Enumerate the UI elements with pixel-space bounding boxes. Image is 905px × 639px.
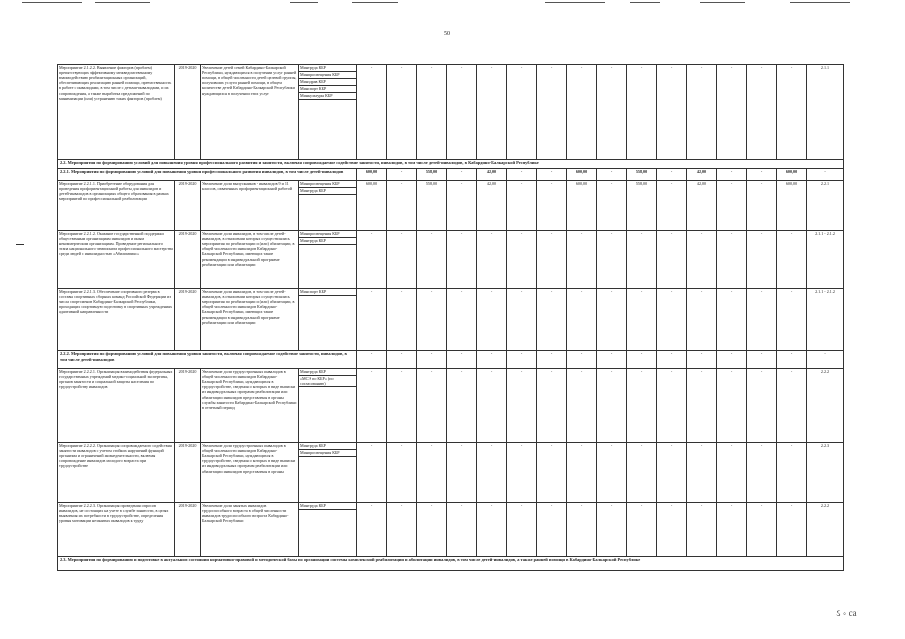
measure-name: Мероприятие 2.1.2.2. Выявление факторов (проблем) препятствующих эффективному межведомственному взаимодействию реабилитационных организаций, обеспечивающих реализацию ранней помощи, преемственность в работе с инвалидами, в том числе с детьми-инвалидами, и их сопровождения, а также выработка предложений по минимизации (или) устранению таких факторов (проблем) bbox=[58, 65, 175, 160]
amount-cell: - bbox=[447, 169, 477, 181]
amount-cell: - bbox=[387, 65, 417, 160]
measure-indicator: Увеличение доли трудоустроенных инвалидов в общей численности инвалидов Кабардино-Балкарской Республики, нуждающихся в трудоустройстве, сведения о которых в виде выписки из индивидуальных программ реабилитации или абилитации инвалидов представлены в органы службы занятости Кабардино-Балкарской Республики в отчетный период bbox=[201, 369, 299, 443]
amount-cell: - bbox=[447, 181, 477, 231]
measure-executors bbox=[299, 503, 357, 557]
amount-cell: - bbox=[747, 369, 777, 443]
amount-cell: - bbox=[417, 443, 447, 503]
amount-cell: - bbox=[717, 65, 747, 160]
amount-cell: - bbox=[777, 65, 807, 160]
measure-name: Мероприятие 2.2.1.3. Обеспечение спортивного резерва в составы спортивных сборных команд Российской Федерации из числа спортсменов Кабардино-Балкарской Республики, проходящих спортивную подготовку в спортивных учреждениях адаптивной направленности bbox=[58, 289, 175, 351]
amount-cell: - bbox=[777, 369, 807, 443]
amount-cell: 42,00 bbox=[477, 181, 507, 231]
amount-cell: - bbox=[387, 351, 417, 369]
amount-cell: - bbox=[627, 443, 657, 503]
margin-dash bbox=[16, 244, 24, 245]
amount-cell: - bbox=[447, 231, 477, 289]
amount-cell: - bbox=[567, 369, 597, 443]
amount-cell: - bbox=[627, 503, 657, 557]
executor-name: «МСЭ по КБР» (по согласованию) bbox=[299, 376, 356, 387]
amount-cell: - bbox=[627, 351, 657, 369]
amount-cell: 600,00 bbox=[357, 181, 387, 231]
measure-indicator: Увеличение доли инвалидов, в том числе детей-инвалидов, в отношении которых осуществлялись мероприятия по реабилитации и (или) абилитации, в общей численности инвалидов Кабардино-Балкарской Республики, имеющих такие рекомендации в индивидуальной программе реабилитации или абилитации bbox=[201, 289, 299, 351]
amount-cell: - bbox=[597, 369, 627, 443]
amount-cell: - bbox=[447, 65, 477, 160]
amount-cell: - bbox=[567, 65, 597, 160]
measures-table bbox=[57, 64, 844, 571]
amount-cell: - bbox=[537, 65, 567, 160]
indicator-code: 2.2.2 bbox=[807, 503, 844, 557]
amount-cell: - bbox=[717, 181, 747, 231]
amount-cell: - bbox=[597, 351, 627, 369]
amount-cell: - bbox=[717, 369, 747, 443]
amount-cell: - bbox=[687, 503, 717, 557]
amount-cell: - bbox=[477, 289, 507, 351]
amount-cell: - bbox=[387, 289, 417, 351]
measure-years: 2019-2020 bbox=[175, 443, 201, 503]
top-border-line bbox=[545, 2, 605, 3]
amount-cell: - bbox=[537, 289, 567, 351]
measure-name: Мероприятие 2.2.2.1. Организация взаимодействия федеральных государственных учреждений медико-социальной экспертизы, органов занятости и социальной защиты населения по трудоустройству инвалидов bbox=[58, 369, 175, 443]
measure-years: 2019-2020 bbox=[175, 65, 201, 160]
amount-cell: 558,00 bbox=[627, 181, 657, 231]
section-heading: 2.3. Мероприятия по формированию и подготовке в актуальном состоянии нормативно-правовой и методической базы по организации системы комплексной реабилитации и абилитации инвалидов, в том числе детей-инвалидов, а также ранней помощи в Кабардино-Балкарской Республике bbox=[58, 557, 844, 571]
measure-indicator: Увеличение доли инвалидов, в том числе детей-инвалидов, в отношении которых осуществлялись мероприятия по реабилитации и (или) абилитации, в общей численности инвалидов Кабардино-Балкарской Республики, имеющих такие рекомендации в индивидуальной программе реабилитации или абилитации bbox=[201, 231, 299, 289]
amount-cell: 558,00 bbox=[627, 169, 657, 181]
amount-cell: - bbox=[657, 443, 687, 503]
measure-years: 2019-2020 bbox=[175, 181, 201, 231]
executor-name: Минспорт КБР bbox=[299, 289, 356, 296]
amount-cell: - bbox=[447, 503, 477, 557]
measure-indicator: Увеличение доли трудоустроенных инвалидов в общей численности инвалидов Кабардино-Балкарской Республики, нуждающихся в трудоустройстве, сведения о которых в виде выписки из индивидуальных программ реабилитации или абилитации инвалидов представлены в органы bbox=[201, 443, 299, 503]
table-row bbox=[58, 181, 844, 231]
amount-cell: - bbox=[717, 169, 747, 181]
amount-cell: 42,00 bbox=[477, 169, 507, 181]
measure-indicator: Увеличение доли выпускников - инвалидов 9 и 11 классов, охваченных профориентационной работой bbox=[201, 181, 299, 231]
amount-cell: - bbox=[387, 503, 417, 557]
executor-name: Минтруда КБР bbox=[299, 369, 356, 376]
amount-cell: 600,00 bbox=[567, 169, 597, 181]
amount-cell: - bbox=[657, 169, 687, 181]
amount-cell: - bbox=[567, 289, 597, 351]
amount-cell: - bbox=[687, 65, 717, 160]
amount-cell: - bbox=[747, 169, 777, 181]
amount-cell: - bbox=[657, 369, 687, 443]
amount-cell: - bbox=[447, 351, 477, 369]
amount-cell: - bbox=[447, 443, 477, 503]
executor-name: Минздрав КБР bbox=[299, 79, 356, 86]
amount-cell: - bbox=[387, 231, 417, 289]
amount-cell: - bbox=[357, 443, 387, 503]
measure-indicator: Увеличение детей семей Кабардино-Балкарской Республики, нуждающихся в получении услуг ранней помощи, в общей численности детей целевой группы, получивших услуги ранней помощи, в общем количестве детей Кабардино-Балкарской Республики нуждающихся в получении этих услуг bbox=[201, 65, 299, 160]
executor-name: Минтруда КБР bbox=[299, 443, 356, 450]
amount-cell: - bbox=[507, 351, 537, 369]
measure-name: Мероприятие 2.2.1.1. Приобретение оборудования для проведения профориентационной работы для инвалидов и детей-инвалидов в организациях общего образования в рамках мероприятий по профессиональной реабилитации bbox=[58, 181, 175, 231]
amount-cell: - bbox=[687, 369, 717, 443]
table-row bbox=[58, 289, 844, 351]
amount-cell: - bbox=[747, 289, 777, 351]
executor-name: Минкультуры КБР bbox=[299, 93, 356, 100]
amount-cell: - bbox=[477, 351, 507, 369]
measure-name: Мероприятие 2.2.1.2. Оказание государственной поддержки общественным организациям инвалидов и иным некоммерческим организациям. Проведение регионального этапа национального чемпионата профессионального мастерства среди людей с инвалидностью «Абилимпикс» bbox=[58, 231, 175, 289]
amount-cell: - bbox=[597, 65, 627, 160]
amount-cell: - bbox=[777, 231, 807, 289]
amount-cell: - bbox=[537, 503, 567, 557]
executor-name: Минтруда КБР bbox=[299, 65, 356, 72]
table-row bbox=[58, 231, 844, 289]
amount-cell: 600,00 bbox=[567, 181, 597, 231]
amount-cell: - bbox=[387, 369, 417, 443]
section-row bbox=[58, 351, 844, 369]
amount-cell: - bbox=[477, 369, 507, 443]
measure-years: 2019-2020 bbox=[175, 503, 201, 557]
top-border-line bbox=[290, 2, 318, 3]
amount-cell: - bbox=[807, 351, 844, 369]
amount-cell: - bbox=[597, 181, 627, 231]
amount-cell: - bbox=[507, 369, 537, 443]
amount-cell: - bbox=[657, 351, 687, 369]
table-row bbox=[58, 503, 844, 557]
executor-name: Минтруда КБР bbox=[299, 503, 356, 510]
amount-cell: 600,00 bbox=[357, 169, 387, 181]
table-row bbox=[58, 65, 844, 160]
amount-cell: 558,00 bbox=[417, 181, 447, 231]
amount-cell: - bbox=[777, 443, 807, 503]
amount-cell: - bbox=[417, 369, 447, 443]
amount-cell: - bbox=[627, 65, 657, 160]
amount-cell: - bbox=[537, 351, 567, 369]
table-row bbox=[58, 443, 844, 503]
amount-cell: 600,00 bbox=[777, 169, 807, 181]
amount-cell: - bbox=[357, 231, 387, 289]
amount-cell: 42,00 bbox=[687, 181, 717, 231]
measure-years: 2019-2020 bbox=[175, 369, 201, 443]
amount-cell: - bbox=[657, 181, 687, 231]
amount-cell: - bbox=[357, 351, 387, 369]
amount-cell: - bbox=[387, 169, 417, 181]
executor-name: Минспорт КБР bbox=[299, 86, 356, 93]
amount-cell: - bbox=[537, 443, 567, 503]
amount-cell: 558,00 bbox=[417, 169, 447, 181]
amount-cell: - bbox=[627, 231, 657, 289]
indicator-code: 2.2.2 bbox=[807, 369, 844, 443]
amount-cell: - bbox=[657, 503, 687, 557]
amount-cell: - bbox=[597, 289, 627, 351]
amount-cell: - bbox=[687, 289, 717, 351]
table-body bbox=[58, 65, 844, 571]
amount-cell: - bbox=[777, 503, 807, 557]
measure-name: Мероприятие 2.2.2.3. Организация проведения опросов инвалидов, не состоящих на учете в службе занятости, в целях выявления их потребности в трудоустройстве, определения уровня мотивации незанятых инвалидов к труду bbox=[58, 503, 175, 557]
amount-cell: - bbox=[447, 289, 477, 351]
measure-name: Мероприятие 2.2.2.2. Организация сопровождаемого содействия занятости инвалидов с учетом стойких нарушений функций организма и ограничений жизнедеятельности, включая сопровождение инвалидов молодого возраста при трудоустройстве bbox=[58, 443, 175, 503]
top-border-line bbox=[790, 2, 850, 3]
amount-cell: - bbox=[477, 503, 507, 557]
amount-cell: - bbox=[567, 443, 597, 503]
amount-cell: - bbox=[567, 351, 597, 369]
subsection-heading: 2.2.2. Мероприятия по формированию условий для повышения уровня занятости, включая сопровождаемое содействие занятости, инвалидов, в том числе детей-инвалидов bbox=[58, 351, 357, 369]
top-border-line bbox=[95, 2, 150, 3]
executor-name: Минпросвещения КБР bbox=[299, 181, 356, 188]
measure-executors bbox=[299, 181, 357, 231]
amount-cell: - bbox=[507, 181, 537, 231]
amount-cell: - bbox=[507, 169, 537, 181]
top-border-line bbox=[630, 2, 660, 3]
amount-cell: - bbox=[747, 351, 777, 369]
margin-scribble: ઽ ∘ ca bbox=[836, 608, 857, 618]
amount-cell: - bbox=[507, 443, 537, 503]
amount-cell: - bbox=[507, 289, 537, 351]
amount-cell: - bbox=[657, 231, 687, 289]
amount-cell: - bbox=[657, 65, 687, 160]
measure-indicator: Увеличение доли занятых инвалидов трудоспособного возраста в общей численности инвалидов трудоспособного возраста Кабардино-Балкарской Республики bbox=[201, 503, 299, 557]
amount-cell: - bbox=[747, 181, 777, 231]
amount-cell: - bbox=[717, 503, 747, 557]
amount-cell: - bbox=[687, 231, 717, 289]
table-row bbox=[58, 369, 844, 443]
amount-cell: - bbox=[537, 231, 567, 289]
amount-cell: - bbox=[567, 231, 597, 289]
measure-executors bbox=[299, 443, 357, 503]
amount-cell: - bbox=[537, 181, 567, 231]
indicator-code: 2.1.1 bbox=[807, 65, 844, 160]
amount-cell: - bbox=[507, 503, 537, 557]
amount-cell: - bbox=[717, 351, 747, 369]
top-border-line bbox=[352, 2, 398, 3]
measure-executors bbox=[299, 231, 357, 289]
top-border-line bbox=[700, 2, 745, 3]
amount-cell: - bbox=[357, 369, 387, 443]
section-heading: 2.2. Мероприятия по формированию условий для повышения уровня профессионального развития и занятости, включая сопровождаемое содействие занятости, инвалидов, в том числе детей-инвалидов, в Кабардино-Балкарской Республике bbox=[58, 160, 844, 169]
amount-cell: - bbox=[747, 443, 777, 503]
subsection-heading: 2.2.1. Мероприятия по формированию условий для повышения уровня профессионального развития инвалидов, в том числе детей-инвалидов bbox=[58, 169, 357, 181]
indicator-code: 2.1.1 - 2.1.2 bbox=[807, 289, 844, 351]
amount-cell: - bbox=[717, 231, 747, 289]
amount-cell: - bbox=[777, 351, 807, 369]
measure-years: 2019-2020 bbox=[175, 289, 201, 351]
amount-cell: - bbox=[687, 443, 717, 503]
amount-cell: - bbox=[597, 231, 627, 289]
amount-cell: - bbox=[477, 443, 507, 503]
measure-executors bbox=[299, 369, 357, 443]
indicator-code: 2.1.1 - 2.1.2 bbox=[807, 231, 844, 289]
measure-executors bbox=[299, 289, 357, 351]
amount-cell: - bbox=[357, 289, 387, 351]
indicator-code: 2.2.3 bbox=[807, 443, 844, 503]
amount-cell: - bbox=[507, 231, 537, 289]
section-row bbox=[58, 557, 844, 571]
amount-cell: - bbox=[747, 65, 777, 160]
top-border-line bbox=[22, 2, 82, 3]
executor-name: Минпросвещения КБР bbox=[299, 72, 356, 79]
executor-name: Минпросвещения КБР bbox=[299, 450, 356, 457]
amount-cell: - bbox=[717, 443, 747, 503]
amount-cell: - bbox=[657, 289, 687, 351]
amount-cell: - bbox=[597, 503, 627, 557]
amount-cell: - bbox=[477, 65, 507, 160]
indicator-code: 2.2.1 bbox=[807, 181, 844, 231]
amount-cell: 600,00 bbox=[777, 181, 807, 231]
amount-cell: - bbox=[567, 503, 597, 557]
amount-cell: - bbox=[597, 169, 627, 181]
amount-cell: - bbox=[627, 289, 657, 351]
amount-cell: - bbox=[417, 503, 447, 557]
amount-cell: - bbox=[537, 369, 567, 443]
amount-cell: - bbox=[417, 231, 447, 289]
page-number: 50 bbox=[444, 31, 450, 37]
executor-name: Минтруда КБР bbox=[299, 188, 356, 195]
amount-cell: - bbox=[777, 289, 807, 351]
amount-cell: - bbox=[717, 289, 747, 351]
measure-years: 2019-2020 bbox=[175, 231, 201, 289]
amount-cell: - bbox=[387, 181, 417, 231]
executor-name: Минпросвещения КБР bbox=[299, 231, 356, 238]
section-row bbox=[58, 169, 844, 181]
amount-cell: - bbox=[537, 169, 567, 181]
executor-name: Минтруда КБР bbox=[299, 238, 356, 245]
measure-executors bbox=[299, 65, 357, 160]
amount-cell: 42,00 bbox=[687, 169, 717, 181]
amount-cell: - bbox=[417, 65, 447, 160]
amount-cell: - bbox=[597, 443, 627, 503]
section-row bbox=[58, 160, 844, 169]
amount-cell: - bbox=[357, 65, 387, 160]
amount-cell: - bbox=[447, 369, 477, 443]
amount-cell: - bbox=[387, 443, 417, 503]
amount-cell: - bbox=[747, 503, 777, 557]
amount-cell: - bbox=[477, 231, 507, 289]
amount-cell: - bbox=[627, 369, 657, 443]
amount-cell: - bbox=[807, 169, 844, 181]
amount-cell: - bbox=[357, 503, 387, 557]
amount-cell: - bbox=[747, 231, 777, 289]
amount-cell: - bbox=[687, 351, 717, 369]
amount-cell: - bbox=[417, 351, 447, 369]
amount-cell: - bbox=[417, 289, 447, 351]
amount-cell: - bbox=[507, 65, 537, 160]
